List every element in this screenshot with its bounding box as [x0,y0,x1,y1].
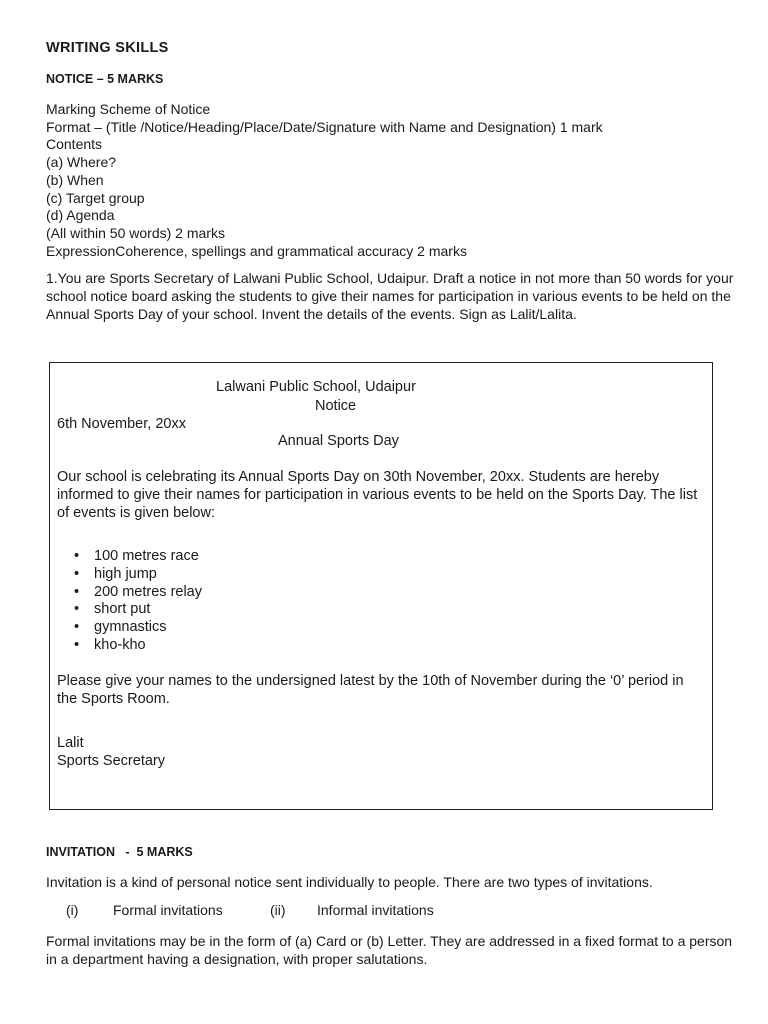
marking-scheme-line: (d) Agenda [46,207,115,224]
marking-scheme-line: (a) Where? [46,154,117,171]
event-label: short put [94,601,151,618]
list-item [74,566,202,584]
event-label: gymnastics [94,619,167,636]
event-label: high jump [94,565,157,582]
bullet-icon: • [74,636,80,653]
list-item [74,601,202,619]
notice-box [49,362,713,810]
formal-invitation-text: Formal invitations may be in the form of (a) Card or (b) Letter. They are addressed in a fixed format to a person in a department having a designation, with proper salutations. [46,933,733,967]
notice-school-name: Lalwani Public School, Udaipur [216,379,416,395]
marking-scheme-line: ExpressionCoherence, spellings and grammatical accuracy 2 marks [46,242,467,259]
notice-section-heading: NOTICE – 5 MARKS [46,72,164,86]
bullet-icon: • [74,565,80,582]
event-label: 200 metres relay [94,583,202,600]
type-label: Informal invitations [317,902,434,918]
marking-scheme-title: Marking Scheme of Notice [46,101,211,117]
event-label: kho-kho [94,636,146,653]
bullet-icon: • [74,619,80,636]
events-list [74,548,202,655]
notice-date: 6th November, 20xx [57,416,186,432]
notice-closing: Please give your names to the undersigned latest by the 10th of November during the ‘0’ period in the Sports Room. [57,673,684,707]
marking-scheme-line: (b) When [46,171,104,188]
bullet-icon: • [74,601,80,618]
marking-scheme-line: Contents [46,136,103,153]
type-number: (i) [66,902,79,918]
notice-body: Our school is celebrating its Annual Sports Day on 30th November, 20xx. Students are hereby informed to give their names for participation in various events to be held on the Sports Day. The list of events is given below: [57,469,698,521]
notice-signature [57,735,165,771]
question-text: 1.You are Sports Secretary of Lalwani Public School, Udaipur. Draft a notice in not more than 50 words for your school notice board asking the students to give their names for participation in various events to be held on the Annual Sports Day of your school. Invent the details of the events. Sign as Lalit/Lalita. [46,270,734,322]
marking-scheme-line: (All within 50 words) 2 marks [46,224,225,241]
list-item [74,584,202,602]
list-item [74,637,202,655]
invitation-intro: Invitation is a kind of personal notice sent individually to people. There are two types of invitations. [46,874,653,890]
marking-scheme-line: Format – (Title /Notice/Heading/Place/Date/Signature with Name and Designation) 1 mark [46,118,603,135]
signer-name: Lalit [57,735,84,751]
signer-designation: Sports Secretary [57,752,165,769]
notice-subject: Annual Sports Day [278,433,399,449]
list-item [74,619,202,637]
invitation-section-heading: INVITATION - 5 MARKS [46,845,193,859]
event-label: 100 metres race [94,548,199,564]
marking-scheme-line: (c) Target group [46,189,145,206]
marking-scheme [46,101,746,260]
invitation-types [0,902,768,920]
notice-title: Notice [315,398,357,414]
type-number: (ii) [270,902,286,918]
bullet-icon: • [74,583,80,600]
list-item [74,548,202,566]
bullet-icon: • [74,548,80,564]
type-label: Formal invitations [113,902,223,918]
page-heading: WRITING SKILLS [46,40,169,56]
